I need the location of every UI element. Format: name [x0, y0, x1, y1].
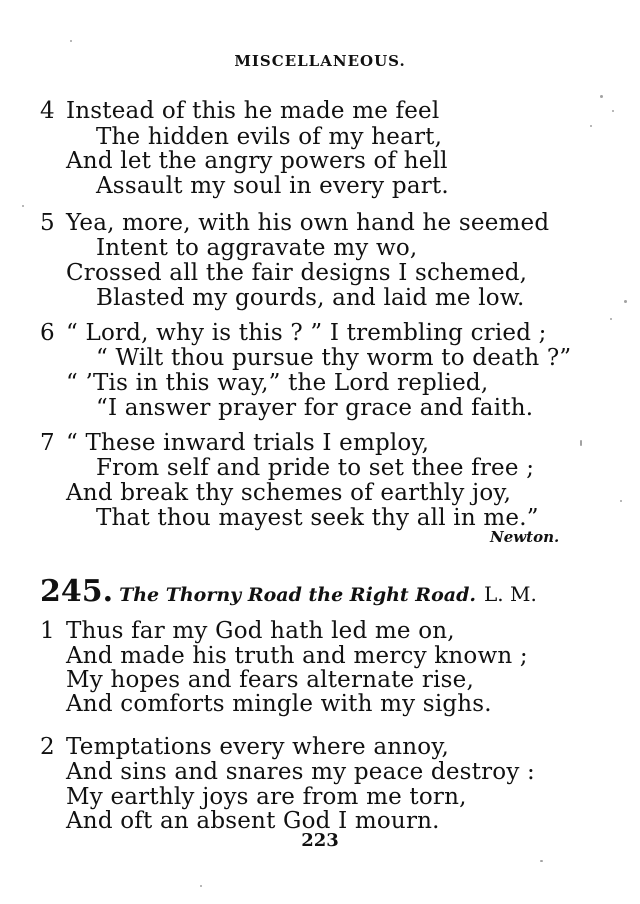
- verse-line: And comforts mingle with my sighs.: [66, 691, 492, 717]
- verse-line: “ Lord, why is this ? ” I trembling cried ;: [66, 320, 547, 346]
- verse-line: “ ’Tis in this way,” the Lord replied,: [66, 370, 489, 396]
- verse-line: Crossed all the fair designs I schemed,: [66, 260, 528, 286]
- verse-line: Blasted my gourds, and laid me low.: [96, 285, 525, 311]
- page-number: 223: [301, 830, 339, 851]
- verse-number: 1: [40, 618, 55, 644]
- verse-number: 4: [40, 98, 55, 124]
- verse-line: Yea, more, with his own hand he seemed: [66, 210, 550, 236]
- verse-line: And break thy schemes of earthly joy,: [66, 480, 512, 506]
- verse-line: And made his truth and mercy known ;: [66, 643, 528, 669]
- verse-line: Instead of this he made me feel: [66, 98, 440, 124]
- verse-line: And sins and snares my peace destroy :: [66, 759, 535, 785]
- verse-line: “ Wilt thou pursue thy worm to death ?”: [96, 345, 572, 371]
- hymn-heading: [40, 574, 537, 609]
- hymn-title: The Thorny Road the Right Road.: [119, 584, 476, 606]
- verse-number: 7: [40, 430, 55, 456]
- verse-number: 2: [40, 734, 55, 760]
- verse-number: 6: [40, 320, 55, 346]
- verse-line: That thou mayest seek thy all in me.”: [96, 505, 539, 531]
- verse-line: From self and pride to set thee free ;: [96, 455, 535, 481]
- verse-line: Assault my soul in every part.: [96, 173, 449, 199]
- author-attribution: Newton.: [490, 528, 560, 546]
- verse-line: My hopes and fears alternate rise,: [66, 667, 474, 693]
- verse-line: Temptations every where annoy,: [66, 734, 450, 760]
- verse-line: The hidden evils of my heart,: [96, 124, 443, 150]
- verse-line: My earthly joys are from me torn,: [66, 784, 467, 810]
- verse-number: 5: [40, 210, 55, 236]
- verse-line: And let the angry powers of hell: [66, 148, 448, 174]
- verse-line: “I answer prayer for grace and faith.: [96, 395, 534, 421]
- verse-line: Thus far my God hath led me on,: [66, 618, 455, 644]
- verse-line: Intent to aggravate my wo,: [96, 235, 418, 261]
- verse-line: “ These inward trials I employ,: [66, 430, 430, 456]
- hymn-meter: L. M.: [483, 582, 537, 606]
- running-head: MISCELLANEOUS.: [234, 52, 406, 70]
- hymn-number: 245.: [40, 574, 114, 609]
- verse-line: And oft an absent God I mourn.: [66, 808, 440, 834]
